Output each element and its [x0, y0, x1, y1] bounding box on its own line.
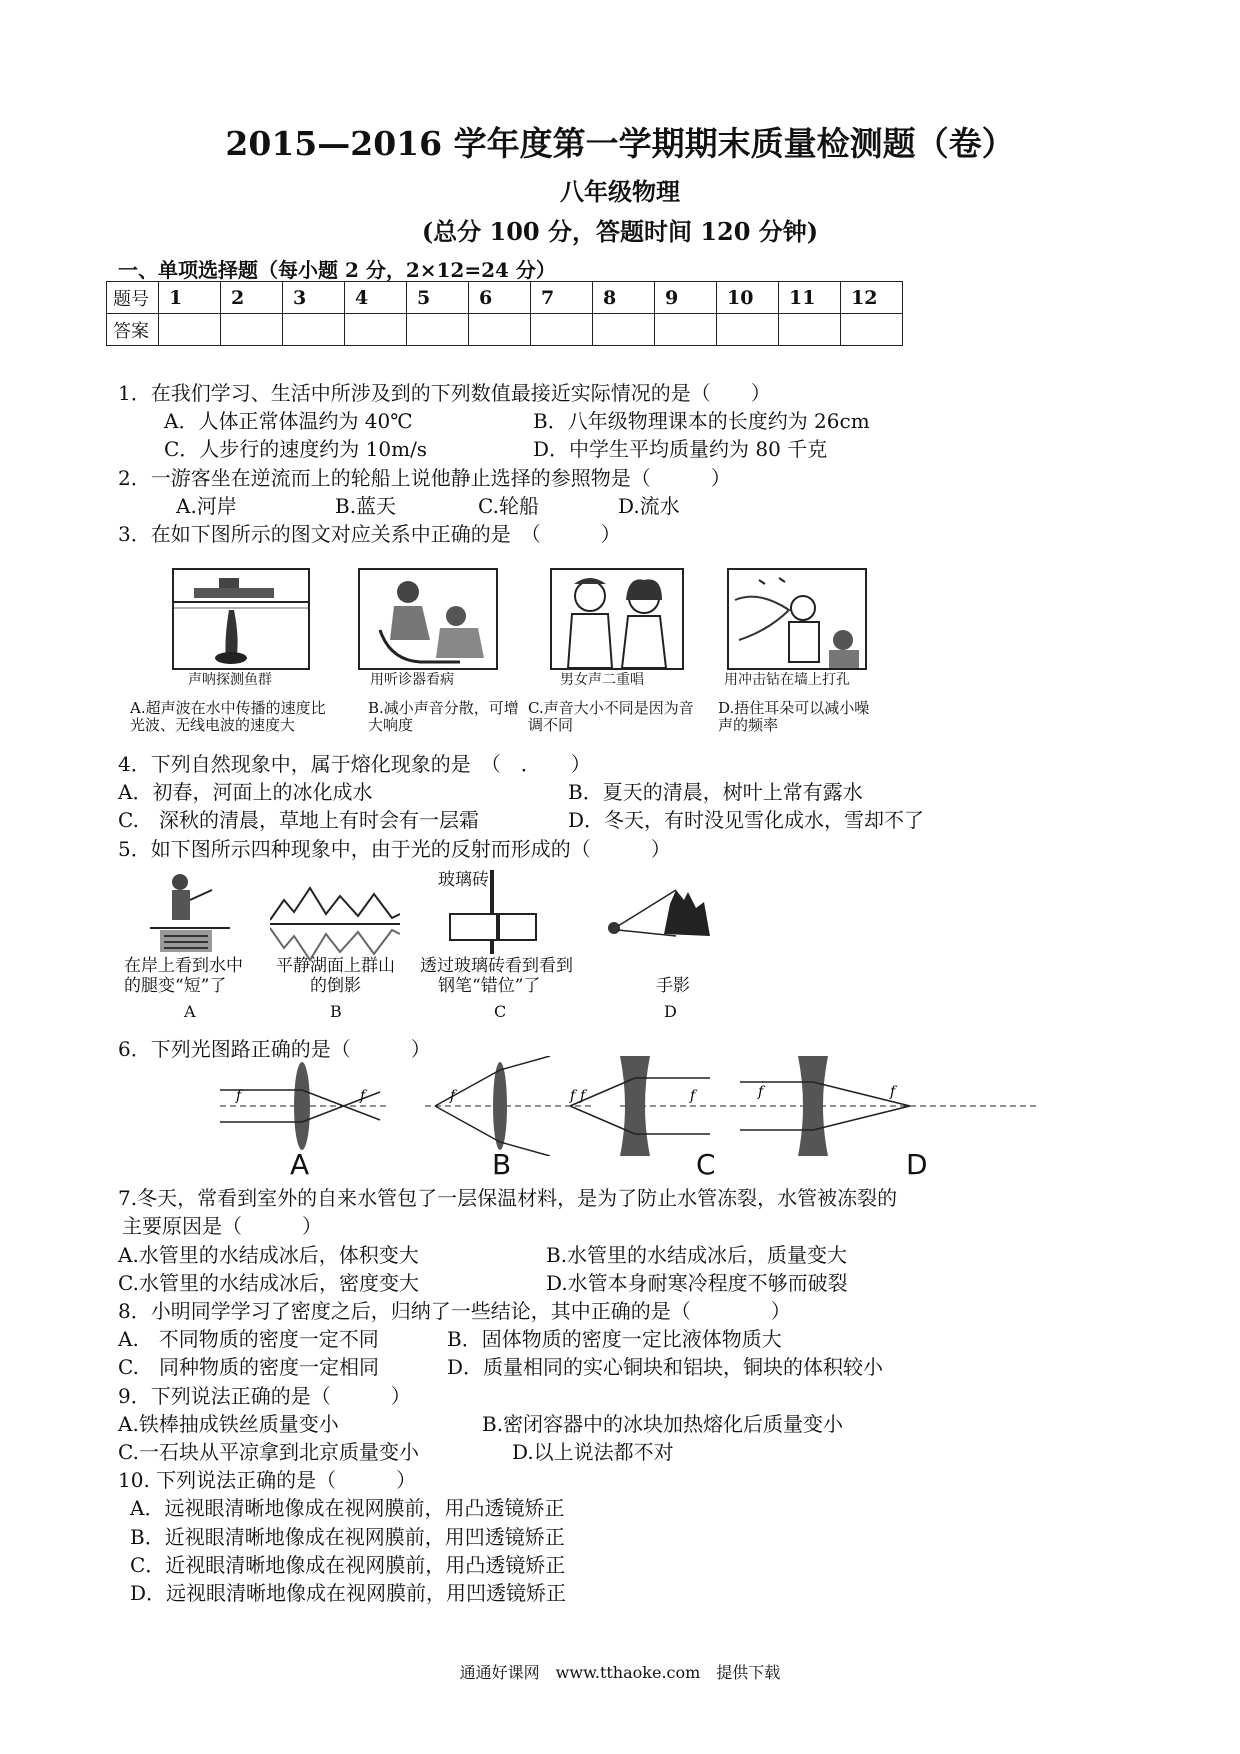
q5-fig-c-caption2: 钢笔“错位”了	[438, 976, 541, 996]
q8-option-d: D．质量相同的实心铜块和铝块，铜块的体积较小	[447, 1355, 884, 1379]
q3-stem: 3．在如下图所示的图文对应关系中正确的是 （ ）	[118, 522, 621, 546]
table-cell-number: 8	[593, 282, 655, 314]
q9-stem: 9．下列说法正确的是（ ）	[118, 1384, 411, 1408]
q5-fig-d-caption2: 手影	[656, 976, 690, 996]
answer-cell[interactable]	[531, 314, 593, 346]
diagram-a-focus-label-left: f	[236, 1088, 242, 1104]
q6-label-b: B	[492, 1148, 512, 1181]
glass-brick-pen-image	[440, 870, 540, 958]
page-footer: 通通好课网 www.tthaoke.com 提供下载	[459, 1663, 781, 1682]
table-cell-number: 5	[407, 282, 469, 314]
q2-stem: 2．一游客坐在逆流而上的轮船上说他静止选择的参照物是（ ）	[118, 466, 731, 490]
q5-stem: 5．如下图所示四种现象中，由于光的反射而形成的（ ）	[118, 837, 671, 861]
q10-option-a: A．远视眼清晰地像成在视网膜前，用凸透镜矫正	[130, 1496, 565, 1520]
q5-fig-a-caption2: 的腿变“短”了	[124, 976, 227, 996]
q4-option-d: D．冬天，有时没见雪化成水，雪却不了	[568, 808, 925, 832]
answer-cell[interactable]	[779, 314, 841, 346]
table-row-answers	[107, 314, 903, 346]
legs-in-water-image	[150, 870, 230, 964]
q10-option-b: B．近视眼清晰地像成在视网膜前，用凹透镜矫正	[130, 1525, 565, 1549]
exam-title: 2015—2016 学年度第一学期期末质量检测题（卷）	[225, 124, 1015, 163]
q8-option-a: A. 不同物质的密度一定不同	[118, 1327, 379, 1351]
q6-label-c: C	[696, 1148, 716, 1181]
q3-fig-d-title: 用冲击钻在墙上打孔	[724, 672, 850, 688]
q4-stem: 4．下列自然现象中，属于熔化现象的是 （ ． ）	[118, 752, 591, 776]
q2-option-a: A.河岸	[176, 494, 237, 518]
q3-fig-c-caption: C.声音大小不同是因为音调不同	[528, 699, 694, 734]
q5-fig-b-letter: B	[330, 1002, 342, 1021]
q3-fig-d-caption: D.捂住耳朵可以减小噪声的频率	[718, 699, 870, 734]
answer-cell[interactable]	[407, 314, 469, 346]
q7-stem-line2: 主要原因是（ ）	[122, 1214, 322, 1238]
q10-option-d: D．远视眼清晰地像成在视网膜前，用凹透镜矫正	[130, 1581, 567, 1605]
q5-fig-c-letter: C	[494, 1002, 507, 1021]
q3-fig-c-title: 男女声二重唱	[560, 672, 644, 688]
q5-fig-b-caption2: 的倒影	[310, 976, 361, 996]
q5-fig-c-caption1: 透过玻璃砖看到看到	[420, 956, 573, 976]
q5-fig-d-letter: D	[664, 1002, 677, 1021]
lens-ray-diagrams	[210, 1056, 1040, 1160]
q1-option-b: B．八年级物理课本的长度约为 26cm	[533, 409, 870, 433]
table-cell-number: 9	[655, 282, 717, 314]
exam-info: (总分 100 分，答题时间 120 分钟)	[421, 217, 819, 246]
q7-option-d: D.水管本身耐寒冷程度不够而破裂	[546, 1271, 848, 1295]
table-cell-number: 6	[469, 282, 531, 314]
section-heading: 一、单项选择题（每小题 2 分，2×12=24 分）	[118, 258, 556, 282]
q4-option-c: C. 深秋的清晨，草地上有时会有一层霜	[118, 808, 479, 832]
q5-glass-label: 玻璃砖	[438, 870, 489, 890]
table-cell-number: 3	[283, 282, 345, 314]
q3-fig-a-caption: A.超声波在水中传播的速度比光波、无线电波的速度大	[130, 699, 326, 734]
q4-option-b: B．夏天的清晨，树叶上常有露水	[568, 780, 863, 804]
table-cell-number: 12	[841, 282, 903, 314]
q5-fig-b-caption1: 平静湖面上群山	[276, 956, 395, 976]
q7-option-b: B.水管里的水结成冰后，质量变大	[546, 1243, 848, 1267]
q9-option-c: C.一石块从平凉拿到北京质量变小	[118, 1440, 419, 1464]
q5-fig-a-letter: A	[184, 1002, 196, 1021]
q2-option-c: C.轮船	[478, 494, 539, 518]
answer-cell[interactable]	[593, 314, 655, 346]
q10-option-c: C．近视眼清晰地像成在视网膜前，用凸透镜矫正	[130, 1553, 566, 1577]
answer-cell[interactable]	[345, 314, 407, 346]
q3-fig-b-caption: B.减小声音分散，可增大响度	[368, 699, 519, 734]
table-cell-number: 4	[345, 282, 407, 314]
q6-stem: 6．下列光图路正确的是（ ）	[118, 1037, 431, 1061]
q9-option-a: A.铁棒抽成铁丝质量变小	[118, 1412, 339, 1436]
diagram-c-concave-lens	[570, 1056, 790, 1156]
diagram-c-focus-label-left: f	[580, 1088, 586, 1104]
diagram-a-focus-label-right: f	[360, 1088, 366, 1104]
table-row-numbers	[107, 282, 903, 314]
exam-subject: 八年级物理	[560, 177, 680, 206]
q1-stem: 1．在我们学习、生活中所涉及到的下列数值最接近实际情况的是（ ）	[118, 381, 771, 405]
table-cell-number: 7	[531, 282, 593, 314]
q8-option-b: B．固体物质的密度一定比液体物质大	[447, 1327, 782, 1351]
table-cell-number: 2	[221, 282, 283, 314]
answer-cell[interactable]	[717, 314, 779, 346]
answer-cell[interactable]	[841, 314, 903, 346]
diagram-b-focus-label-left: f	[450, 1088, 456, 1104]
q3-fig-a-title: 声呐探测鱼群	[188, 672, 272, 688]
answer-cell[interactable]	[221, 314, 283, 346]
diagram-c-focus-label-right: f	[690, 1088, 696, 1104]
diagram-d-focus-label-left: f	[758, 1084, 764, 1100]
duet-singers-image	[550, 568, 684, 670]
q4-option-a: A．初春，河面上的冰化成水	[118, 780, 373, 804]
q2-option-d: D.流水	[618, 494, 680, 518]
q1-option-a: A．人体正常体温约为 40℃	[164, 409, 413, 433]
q9-option-d: D.以上说法都不对	[512, 1440, 674, 1464]
q5-fig-a-caption1: 在岸上看到水中	[124, 956, 243, 976]
table-row-label: 答案	[107, 314, 159, 346]
answer-cell[interactable]	[655, 314, 717, 346]
table-row-label: 题号	[107, 282, 159, 314]
answer-cell[interactable]	[159, 314, 221, 346]
drilling-wall-image	[727, 568, 867, 670]
sonar-fish-image	[172, 568, 310, 670]
q7-stem-line1: 7.冬天，常看到室外的自来水管包了一层保温材料，是为了防止水管冻裂，水管被冻裂的	[118, 1186, 898, 1210]
stethoscope-image	[358, 568, 498, 670]
table-cell-number: 1	[159, 282, 221, 314]
q6-label-a: A	[290, 1148, 310, 1181]
q9-option-b: B.密闭容器中的冰块加热熔化后质量变小	[482, 1412, 844, 1436]
q3-fig-b-title: 用听诊器看病	[370, 672, 454, 688]
answer-cell[interactable]	[283, 314, 345, 346]
q1-option-d: D．中学生平均质量约为 80 千克	[533, 437, 828, 461]
answer-table	[106, 281, 903, 346]
q1-option-c: C．人步行的速度约为 10m/s	[164, 437, 428, 461]
q8-stem: 8．小明同学学习了密度之后，归纳了一些结论，其中正确的是（ ）	[118, 1299, 791, 1323]
table-cell-number: 10	[717, 282, 779, 314]
table-cell-number: 11	[779, 282, 841, 314]
answer-cell[interactable]	[469, 314, 531, 346]
diagram-b-convex-lens	[425, 1056, 595, 1156]
diagram-d-concave-lens	[740, 1056, 1040, 1156]
q8-option-c: C. 同种物质的密度一定相同	[118, 1355, 379, 1379]
q7-option-a: A.水管里的水结成冰后，体积变大	[118, 1243, 419, 1267]
q7-option-c: C.水管里的水结成冰后，密度变大	[118, 1271, 419, 1295]
diagram-d-focus-label-right: f	[890, 1084, 896, 1100]
q10-stem: 10. 下列说法正确的是（ ）	[118, 1468, 417, 1492]
diagram-a-convex-lens	[220, 1062, 390, 1150]
diagram-b-focus-label-right: f	[570, 1088, 576, 1104]
q2-option-b: B.蓝天	[335, 494, 397, 518]
hand-shadow-image	[604, 884, 714, 948]
q6-label-d: D	[906, 1148, 928, 1181]
